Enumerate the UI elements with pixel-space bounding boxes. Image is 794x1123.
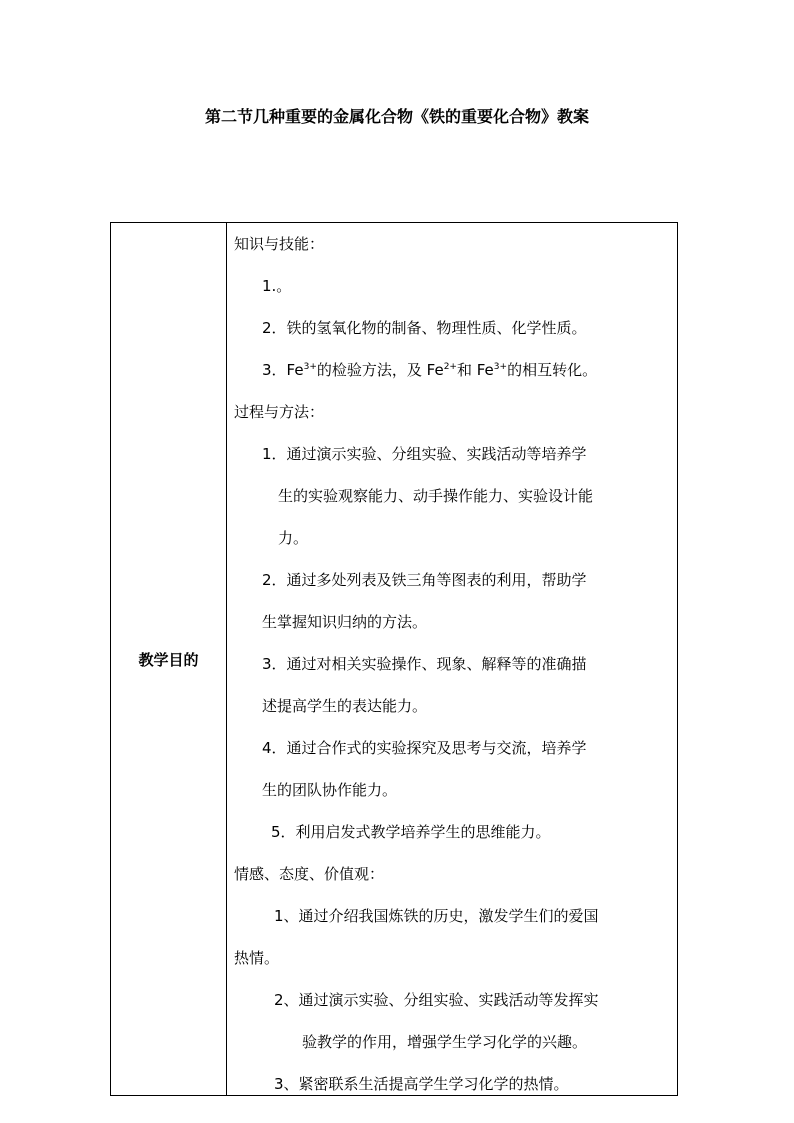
- knowledge-heading: 知识与技能：: [234, 235, 325, 253]
- process-item-3-line-1: 3．通过对相关实验操作、现象、解释等的准确描: [262, 655, 587, 673]
- emotion-item-2-line-2: 验教学的作用，增强学生学习化学的兴趣。: [302, 1033, 588, 1051]
- emotion-item-2-line-1: 2、通过演示实验、分组实验、实践活动等发挥实: [274, 991, 599, 1009]
- knowledge-item-3: 3．$Fe^{3+}$的检验方法，及 $Fe^{2+}$和 $Fe^{3+}$的相互转化。: [262, 361, 598, 379]
- emotion-item-1-line-1: 1、通过介绍我国炼铁的历史，激发学生们的爱国: [274, 907, 599, 925]
- emotion-item-1-line-2: 热情。: [234, 949, 280, 967]
- process-item-1-line-2: 生的实验观察能力、动手操作能力、实验设计能: [278, 487, 594, 505]
- process-item-3-line-2: 述提高学生的表达能力。: [262, 697, 428, 715]
- emotion-item-3: 3、紧密联系生活提高学生学习化学的热情。: [274, 1075, 569, 1093]
- process-item-2-line-2: 生掌握知识归纳的方法。: [262, 613, 428, 631]
- process-item-1-line-3: 力。: [278, 529, 309, 547]
- process-item-5: 5．利用启发式教学培养学生的思维能力。: [271, 823, 551, 841]
- process-heading: 过程与方法：: [234, 403, 325, 421]
- emotion-heading: 情感、态度、价值观：: [234, 865, 385, 883]
- knowledge-item-1: 1.。: [262, 277, 292, 295]
- lesson-objectives-table: [110, 222, 678, 1096]
- process-item-1-line-1: 1．通过演示实验、分组实验、实践活动等培养学: [262, 445, 587, 463]
- knowledge-item-2: 2．铁的氢氧化物的制备、物理性质、化学性质。: [262, 319, 587, 337]
- row-label-teaching-objectives: 教学目的: [138, 651, 199, 669]
- process-item-2-line-1: 2．通过多处列表及铁三角等图表的利用，帮助学: [262, 571, 587, 589]
- process-item-4-line-1: 4．通过合作式的实验探究及思考与交流，培养学: [262, 739, 587, 757]
- column-divider: [226, 223, 227, 1095]
- process-item-4-line-2: 生的团队协作能力。: [262, 781, 398, 799]
- document-title: 第二节几种重要的金属化合物《铁的重要化合物》教案: [204, 107, 589, 126]
